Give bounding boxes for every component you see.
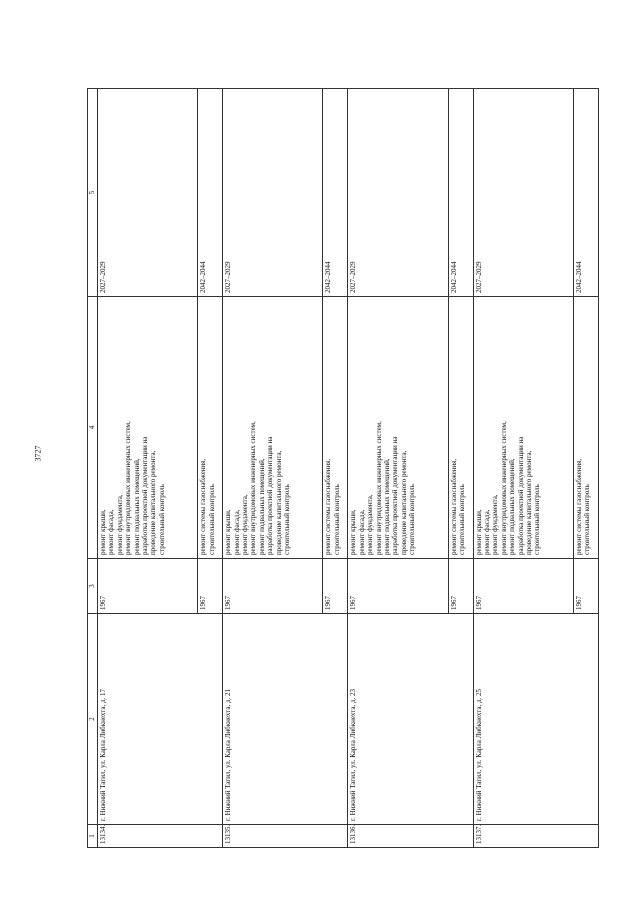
work-item: строительный контроль	[157, 484, 166, 555]
work-item: ремонт внутридомовых инженерных систем,	[124, 421, 133, 555]
build-year: 1967	[323, 559, 348, 614]
work-item: строительный контроль	[533, 484, 542, 555]
page-number-text: 3727	[33, 445, 43, 461]
build-year: 1967	[98, 559, 198, 614]
repair-period: 2027–2029	[473, 89, 573, 297]
work-item: ремонт внутридомовых инженерных систем,	[499, 421, 508, 555]
work-item: ремонт внутридомовых инженерных систем,	[249, 421, 258, 555]
work-item: ремонт фундамента,	[115, 494, 124, 555]
table-row	[348, 89, 448, 848]
page-number	[28, 438, 48, 468]
table-row	[223, 89, 323, 848]
column-header: 1	[88, 825, 98, 848]
building-address: г. Нижний Тагил, ул. Карла Либкнехта, д. 23	[348, 614, 473, 825]
work-item: разработка проектной документации на	[516, 436, 525, 555]
building-address: г. Нижний Тагил, ул. Карла Либкнехта, д. 21	[223, 614, 348, 825]
work-item: строительный контроль	[458, 484, 467, 555]
repair-period: 2042–2044	[448, 89, 473, 297]
build-year: 1967	[348, 559, 448, 614]
document-table-rotated	[87, 89, 599, 848]
work-item: ремонт фундамента,	[491, 494, 500, 555]
row-number: 13135.	[223, 825, 348, 848]
work-item: ремонт фундамента,	[241, 494, 250, 555]
work-item: проведение капитального ремонта,	[399, 450, 408, 555]
work-item: ремонт системы газоснабжения,	[574, 458, 583, 555]
work-item: строительный контроль	[408, 484, 417, 555]
column-number-row	[88, 89, 98, 848]
work-item: ремонт крыши,	[349, 509, 358, 555]
build-year: 1967	[473, 559, 573, 614]
build-year: 1967	[198, 559, 223, 614]
build-year: 1967	[573, 559, 598, 614]
row-number: 13137.	[473, 825, 598, 848]
work-item: проведение капитального ремонта,	[149, 450, 158, 555]
column-header: 5	[88, 89, 98, 297]
work-item: строительный контроль	[282, 484, 291, 555]
row-number: 13134.	[98, 825, 223, 848]
work-item: ремонт фасада,	[483, 509, 492, 555]
repair-schedule-table	[87, 88, 599, 848]
repair-period: 2027–2029	[223, 89, 323, 297]
works-list	[573, 297, 598, 559]
work-item: ремонт подвальных помещений,	[132, 458, 141, 555]
work-item: ремонт фундамента,	[366, 494, 375, 555]
repair-period: 2027–2029	[98, 89, 198, 297]
works-list	[98, 297, 198, 559]
works-list	[323, 297, 348, 559]
repair-period: 2042–2044	[323, 89, 348, 297]
building-address: г. Нижний Тагил, ул. Карла Либкнехта, д. 25	[473, 614, 598, 825]
work-item: ремонт фасада,	[232, 509, 241, 555]
work-item: ремонт системы газоснабжения,	[324, 458, 333, 555]
work-item: строительный контроль	[583, 484, 592, 555]
work-item: ремонт крыши,	[474, 509, 483, 555]
row-number: 13136.	[348, 825, 473, 848]
repair-period: 2042–2044	[573, 89, 598, 297]
work-item: проведение капитального ремонта,	[274, 450, 283, 555]
work-item: ремонт подвальных помещений,	[383, 458, 392, 555]
repair-period: 2027–2029	[348, 89, 448, 297]
table-row	[473, 89, 573, 848]
works-list	[223, 297, 323, 559]
work-item: ремонт подвальных помещений,	[508, 458, 517, 555]
work-item: разработка проектной документации на	[266, 436, 275, 555]
work-item: ремонт системы газоснабжения,	[199, 458, 208, 555]
works-list	[348, 297, 448, 559]
work-item: строительный контроль	[332, 484, 341, 555]
column-header: 3	[88, 559, 98, 614]
column-header: 4	[88, 297, 98, 559]
work-item: строительный контроль	[207, 484, 216, 555]
works-list	[198, 297, 223, 559]
table-row	[98, 89, 198, 848]
work-item: разработка проектной документации на	[391, 436, 400, 555]
work-item: ремонт фасада,	[357, 509, 366, 555]
work-item: ремонт фасада,	[107, 509, 116, 555]
work-item: ремонт внутридомовых инженерных систем,	[374, 421, 383, 555]
build-year: 1967	[223, 559, 323, 614]
work-item: проведение капитального ремонта,	[525, 450, 534, 555]
building-address: г. Нижний Тагил, ул. Карла Либкнехта, д. 17	[98, 614, 223, 825]
works-list	[448, 297, 473, 559]
repair-period: 2042–2044	[198, 89, 223, 297]
column-header: 2	[88, 614, 98, 825]
work-item: ремонт системы газоснабжения,	[449, 458, 458, 555]
work-item: ремонт крыши,	[224, 509, 233, 555]
build-year: 1967	[448, 559, 473, 614]
work-item: разработка проектной документации на	[140, 436, 149, 555]
work-item: ремонт крыши,	[99, 509, 107, 555]
work-item: ремонт подвальных помещений,	[257, 458, 266, 555]
works-list	[473, 297, 573, 559]
